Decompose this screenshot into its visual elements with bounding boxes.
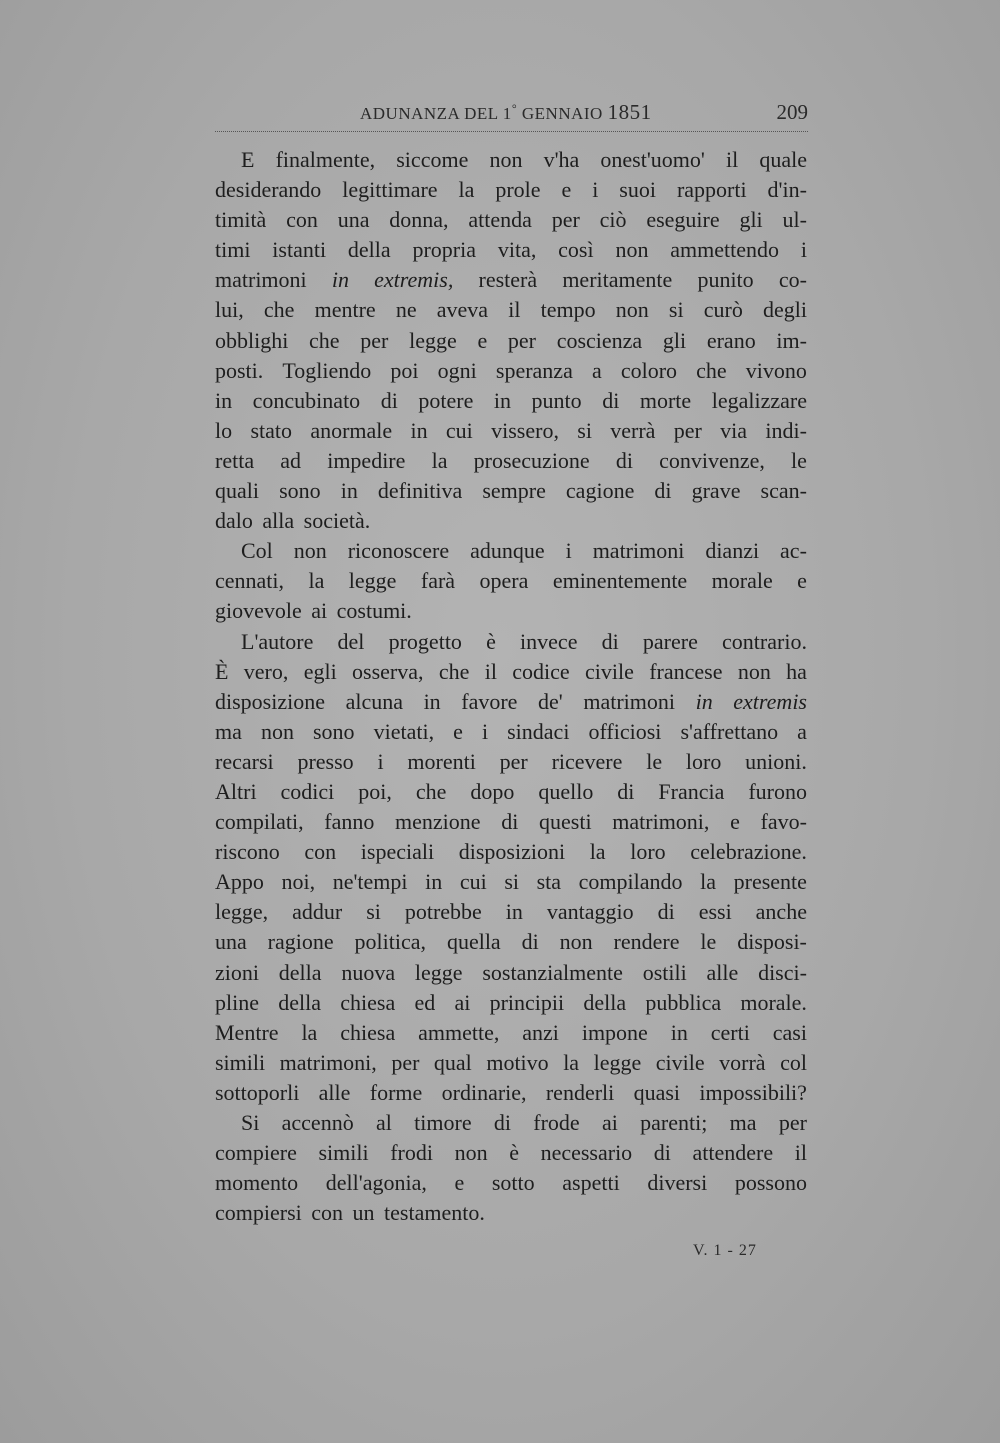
- text-line: disposizione alcuna in favore de' matrimoni in extremis: [215, 688, 807, 714]
- text-line: pline della chiesa ed ai principii della pubblica morale.: [215, 989, 807, 1015]
- text-line: giovevole ai costumi.: [215, 598, 412, 624]
- text-line: compiere simili frodi non è necessario di attendere il: [215, 1140, 807, 1166]
- text-line: compiersi con un testamento.: [215, 1200, 485, 1226]
- body-text: [215, 145, 807, 1228]
- text-line: retta ad impedire la prosecuzione di convivenze, le: [215, 447, 807, 473]
- text-line: posti. Togliendo poi ogni speranza a coloro che vivono: [215, 357, 807, 383]
- text-line: una ragione politica, quella di non rendere le disposi-: [215, 929, 807, 955]
- text-line: obblighi che per legge e per coscienza gli erano im-: [215, 327, 807, 353]
- header-rule: [215, 131, 808, 132]
- text-line: in concubinato di potere in punto di morte legalizzare: [215, 387, 807, 413]
- text-line: matrimoni in extremis, resterà meritamente punito co-: [215, 267, 807, 293]
- text-line: quali sono in definitiva sempre cagione di grave scan-: [215, 478, 807, 504]
- text-line: cennati, la legge farà opera eminentemente morale e: [215, 568, 807, 594]
- text-line: E finalmente, siccome non v'ha onest'uomo' il quale: [241, 147, 807, 172]
- signature-mark: V. 1 - 27: [693, 1242, 757, 1259]
- text-line: Si accennò al timore di frode ai parenti; ma per: [241, 1110, 807, 1135]
- text-line: Appo noi, ne'tempi in cui si sta compilando la presente: [215, 869, 807, 895]
- text-line: ma non sono vietati, e i sindaci officiosi s'affrettano a: [215, 718, 807, 744]
- text-line: simili matrimoni, per qual motivo la legge civile vorrà col: [215, 1049, 807, 1075]
- text-line: desiderando legittimare la prole e i suoi rapporti d'in-: [215, 177, 807, 203]
- text-line: legge, addur si potrebbe in vantaggio di essi anche: [215, 899, 807, 925]
- text-line: momento dell'agonia, e sotto aspetti diversi possono: [215, 1170, 807, 1196]
- text-line: riscono con ispeciali disposizioni la loro celebrazione.: [215, 839, 807, 865]
- page-number: 209: [776, 100, 808, 124]
- page-header: [360, 100, 808, 130]
- text-line: Mentre la chiesa ammette, anzi impone in certi casi: [215, 1019, 807, 1045]
- text-line: compilati, fanno menzione di questi matrimoni, e favo-: [215, 809, 807, 835]
- text-line: lui, che mentre ne aveva il tempo non si curò degli: [215, 297, 807, 323]
- text-line: lo stato anormale in cui vissero, si verrà per via indi-: [215, 417, 807, 443]
- text-line: Col non riconoscere adunque i matrimoni dianzi ac-: [241, 538, 807, 564]
- text-line: dalo alla società.: [215, 508, 371, 534]
- text-line: L'autore del progetto è invece di parere contrario.: [241, 628, 807, 654]
- text-line: È vero, egli osserva, che il codice civile francese non ha: [215, 658, 807, 684]
- running-head: ADUNANZA DEL 1° GENNAIO 1851: [360, 100, 652, 124]
- text-line: recarsi presso i morenti per ricevere le loro unioni.: [215, 748, 807, 774]
- text-line: sottoporli alle forme ordinarie, renderli quasi impossibili?: [215, 1079, 807, 1105]
- text-line: Altri codici poi, che dopo quello di Francia furono: [215, 778, 807, 804]
- text-line: timi istanti della propria vita, così non ammettendo i: [215, 237, 807, 263]
- text-line: zioni della nuova legge sostanzialmente ostili alle disci-: [215, 959, 807, 985]
- text-line: timità con una donna, attenda per ciò eseguire gli ul-: [215, 207, 807, 233]
